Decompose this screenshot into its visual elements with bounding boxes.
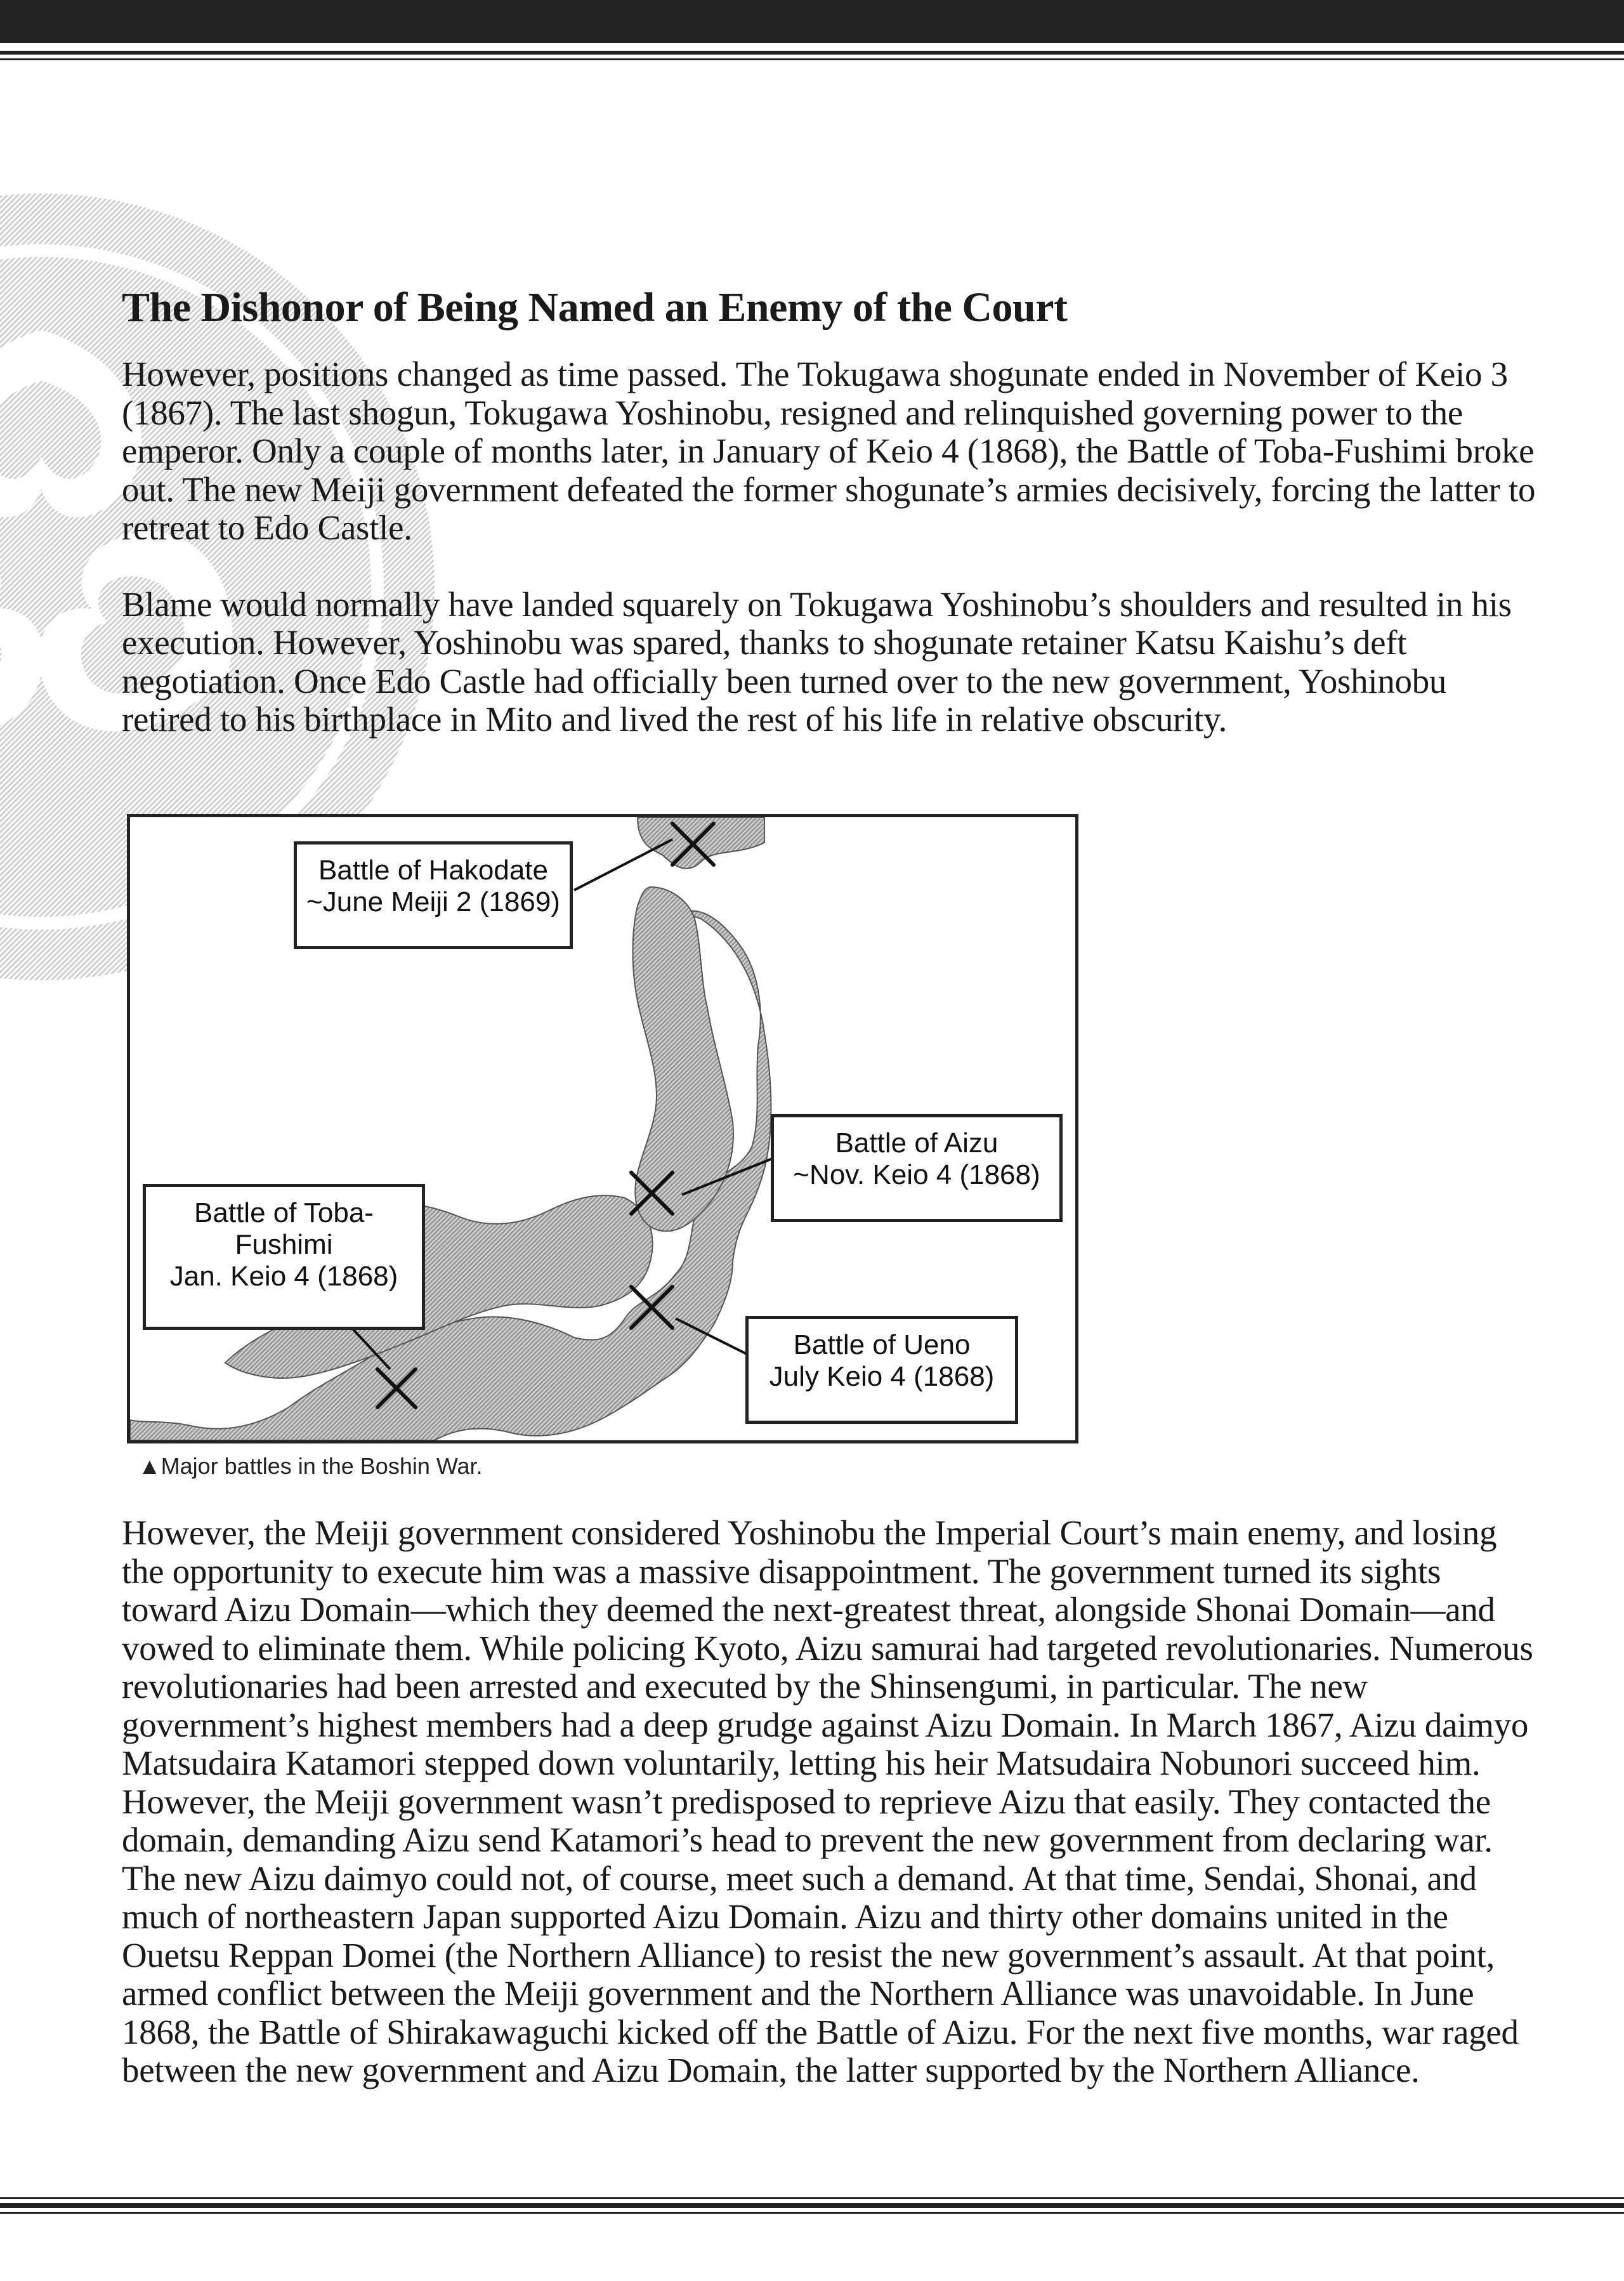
article-bottom	[122, 1514, 1543, 2090]
top-rule	[0, 51, 1624, 55]
label-ueno	[745, 1316, 1018, 1424]
label-hakodate	[294, 841, 573, 949]
paragraph-1: However, positions changed as time passed. The Tokugawa shogunate ended in November of Keio 3 (1867). The last shogun, Tokugawa Yoshinobu, resigned and relinquished governing power to the emperor. Only a couple of months later, in January of Keio 4 (1868), the Battle of Toba-Fushimi broke out. The new Meiji government defeated the former shogunate’s armies decisively, forcing the latter to retreat to Edo Castle.	[122, 355, 1536, 547]
label-aizu-date: ~Nov. Keio 4 (1868)	[793, 1159, 1040, 1190]
label-hakodate-date: ~June Meiji 2 (1869)	[306, 886, 560, 917]
label-toba-fushimi-title-line2: Fushimi	[235, 1229, 333, 1260]
label-ueno-title: Battle of Ueno	[793, 1329, 971, 1360]
bottom-rule-thick	[0, 2203, 1624, 2208]
boshin-war-map	[127, 814, 1078, 1443]
label-toba-fushimi-title-line1: Battle of Toba-	[194, 1197, 374, 1228]
bottom-rule-thin-top	[0, 2197, 1624, 2199]
section-heading: The Dishonor of Being Named an Enemy of the Court	[122, 284, 1068, 331]
article-top	[122, 279, 1543, 739]
paragraph-2: Blame would normally have landed squarely on Tokugawa Yoshinobu’s shoulders and resulted in his execution. However, Yoshinobu was spared, thanks to shogunate retainer Katsu Kaishu’s deft negotiation. Once Edo Castle had officially been turned over to the new government, Yoshinobu retired to his birthplace in Mito and lived the rest of his life in relative obscurity.	[122, 584, 1512, 739]
label-hakodate-title: Battle of Hakodate	[318, 855, 548, 886]
top-border-bar	[0, 0, 1624, 43]
hokkaido-landmass	[638, 817, 764, 869]
hakodate-leader-line	[574, 839, 672, 890]
label-ueno-date: July Keio 4 (1868)	[769, 1361, 995, 1392]
label-toba-fushimi	[143, 1184, 425, 1330]
label-toba-fushimi-date: Jan. Keio 4 (1868)	[169, 1261, 398, 1292]
label-aizu	[771, 1114, 1063, 1222]
bottom-rule-thin-bottom	[0, 2212, 1624, 2214]
label-aizu-title: Battle of Aizu	[835, 1127, 999, 1159]
top-rule-thin	[0, 58, 1624, 60]
paragraph-3: However, the Meiji government considered Yoshinobu the Imperial Court’s main enemy, and losing the opportunity to execute him was a massive disappointment. The government turned its sights toward Aizu Domain—which they deemed the next-greatest threat, alongside Shonai Domain—and vowed to eliminate them. While policing Kyoto, Aizu samurai had targeted revolutionaries. Numerous revolutionaries had been arrested and executed by the Shinsengumi, in particular. The new government’s highest members had a deep grudge against Aizu Domain. In March 1867, Aizu daimyo Matsudaira Katamori stepped down voluntarily, letting his heir Matsudaira Nobunori succeed him. However, the Meiji government wasn’t predisposed to reprieve Aizu that easily. They contacted the domain, demanding Aizu send Katamori’s head to prevent the new government from declaring war. The new Aizu daimyo could not, of course, meet such a demand. At that time, Sendai, Shonai, and much of northeastern Japan supported Aizu Domain. Aizu and thirty other domains united in the Ouetsu Reppan Domei (the Northern Alliance) to resist the new government’s assault. At that point, armed conflict between the Meiji government and the Northern Alliance was unavoidable. In June 1868, the Battle of Shirakawaguchi kicked off the Battle of Aizu. For the next five months, war raged between the new government and Aizu Domain, the latter supported by the Northern Alliance.	[122, 1513, 1533, 2089]
map-caption: ▲Major battles in the Boshin War.	[138, 1453, 483, 1479]
